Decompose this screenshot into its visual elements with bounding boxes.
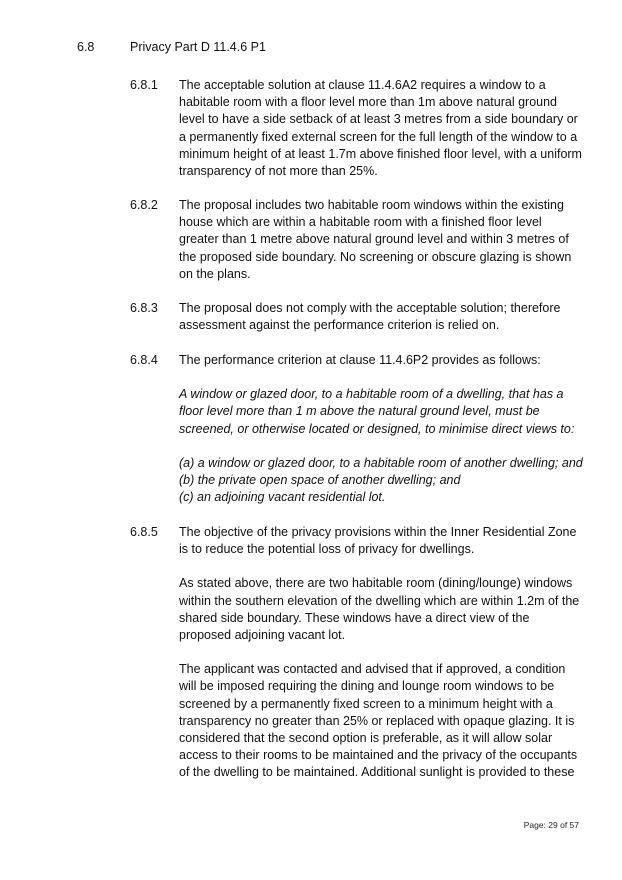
- page-number: Page: 29 of 57: [523, 820, 579, 830]
- paragraph-text: The acceptable solution at clause 11.4.6A2 requires a window to a habitable room with a floor level more than 1m above natural ground level to have a side setback of at least 3 metres from a side boundary or a permanently fixed external screen for the full length of the window to a minimum height of at least 1.7m above finished floor level, with a uniform transparency of not more than 25%.: [179, 78, 582, 179]
- paragraph-number: 6.8.5: [130, 525, 158, 539]
- paragraph-text: As stated above, there are two habitable room (dining/lounge) windows within the southern elevation of the dwelling which are within 1.2m of the shared side boundary. These windows have a direct view of the proposed adjoining vacant lot.: [179, 576, 580, 643]
- paragraph-text: The objective of the privacy provisions within the Inner Residential Zone is to reduce the potential loss of privacy for dwellings.: [179, 525, 577, 557]
- paragraph-number: 6.8.4: [130, 353, 158, 367]
- section-number: 6.8: [77, 40, 95, 54]
- paragraph-number: 6.8.2: [130, 198, 158, 212]
- criterion-item-a: (a) a window or glazed door, to a habitable room of another dwelling; and: [179, 455, 583, 470]
- paragraph-text: The proposal does not comply with the acceptable solution; therefore assessment against the performance criterion is relied on.: [179, 301, 561, 333]
- paragraph-text: The performance criterion at clause 11.4.6P2 provides as follows:: [179, 353, 541, 367]
- paragraph-number: 6.8.3: [130, 301, 158, 315]
- quoted-criterion: A window or glazed door, to a habitable room of a dwelling, that has a floor level more than 1 m above the natural ground level, must be screened, or otherwise located or designed, to minimise direct views to:: [179, 387, 575, 436]
- criterion-item-b: (b) the private open space of another dwelling; and: [179, 473, 461, 488]
- paragraph-6-8-1: [130, 77, 590, 180]
- section-title: Privacy Part D 11.4.6 P1: [130, 40, 266, 54]
- paragraph-number: 6.8.1: [130, 78, 158, 92]
- paragraph-6-8-4: [130, 352, 590, 506]
- paragraph-text: The applicant was contacted and advised that if approved, a condition will be imposed requiring the dining and lounge room windows to be screened by a permanently fixed screen to a minimum height with a transparency no greater than 25% or replaced with opaque glazing. It is considered that the second option is preferable, as it will allow solar access to their rooms to be maintained and the privacy of the occupants of the dwelling to be maintained. Additional sunlight is provided to these: [179, 662, 578, 780]
- criterion-item-c: (c) an adjoining vacant residential lot.: [179, 490, 386, 505]
- paragraph-6-8-3: [130, 300, 590, 334]
- paragraph-6-8-5: [130, 524, 590, 782]
- paragraph-text: The proposal includes two habitable room windows within the existing house which are within a habitable room with a finished floor level greater than 1 metre above natural ground level and within 3 metres of the proposed side boundary. No screening or obscure glazing is shown on the plans.: [179, 198, 572, 281]
- paragraph-6-8-2: [130, 197, 590, 283]
